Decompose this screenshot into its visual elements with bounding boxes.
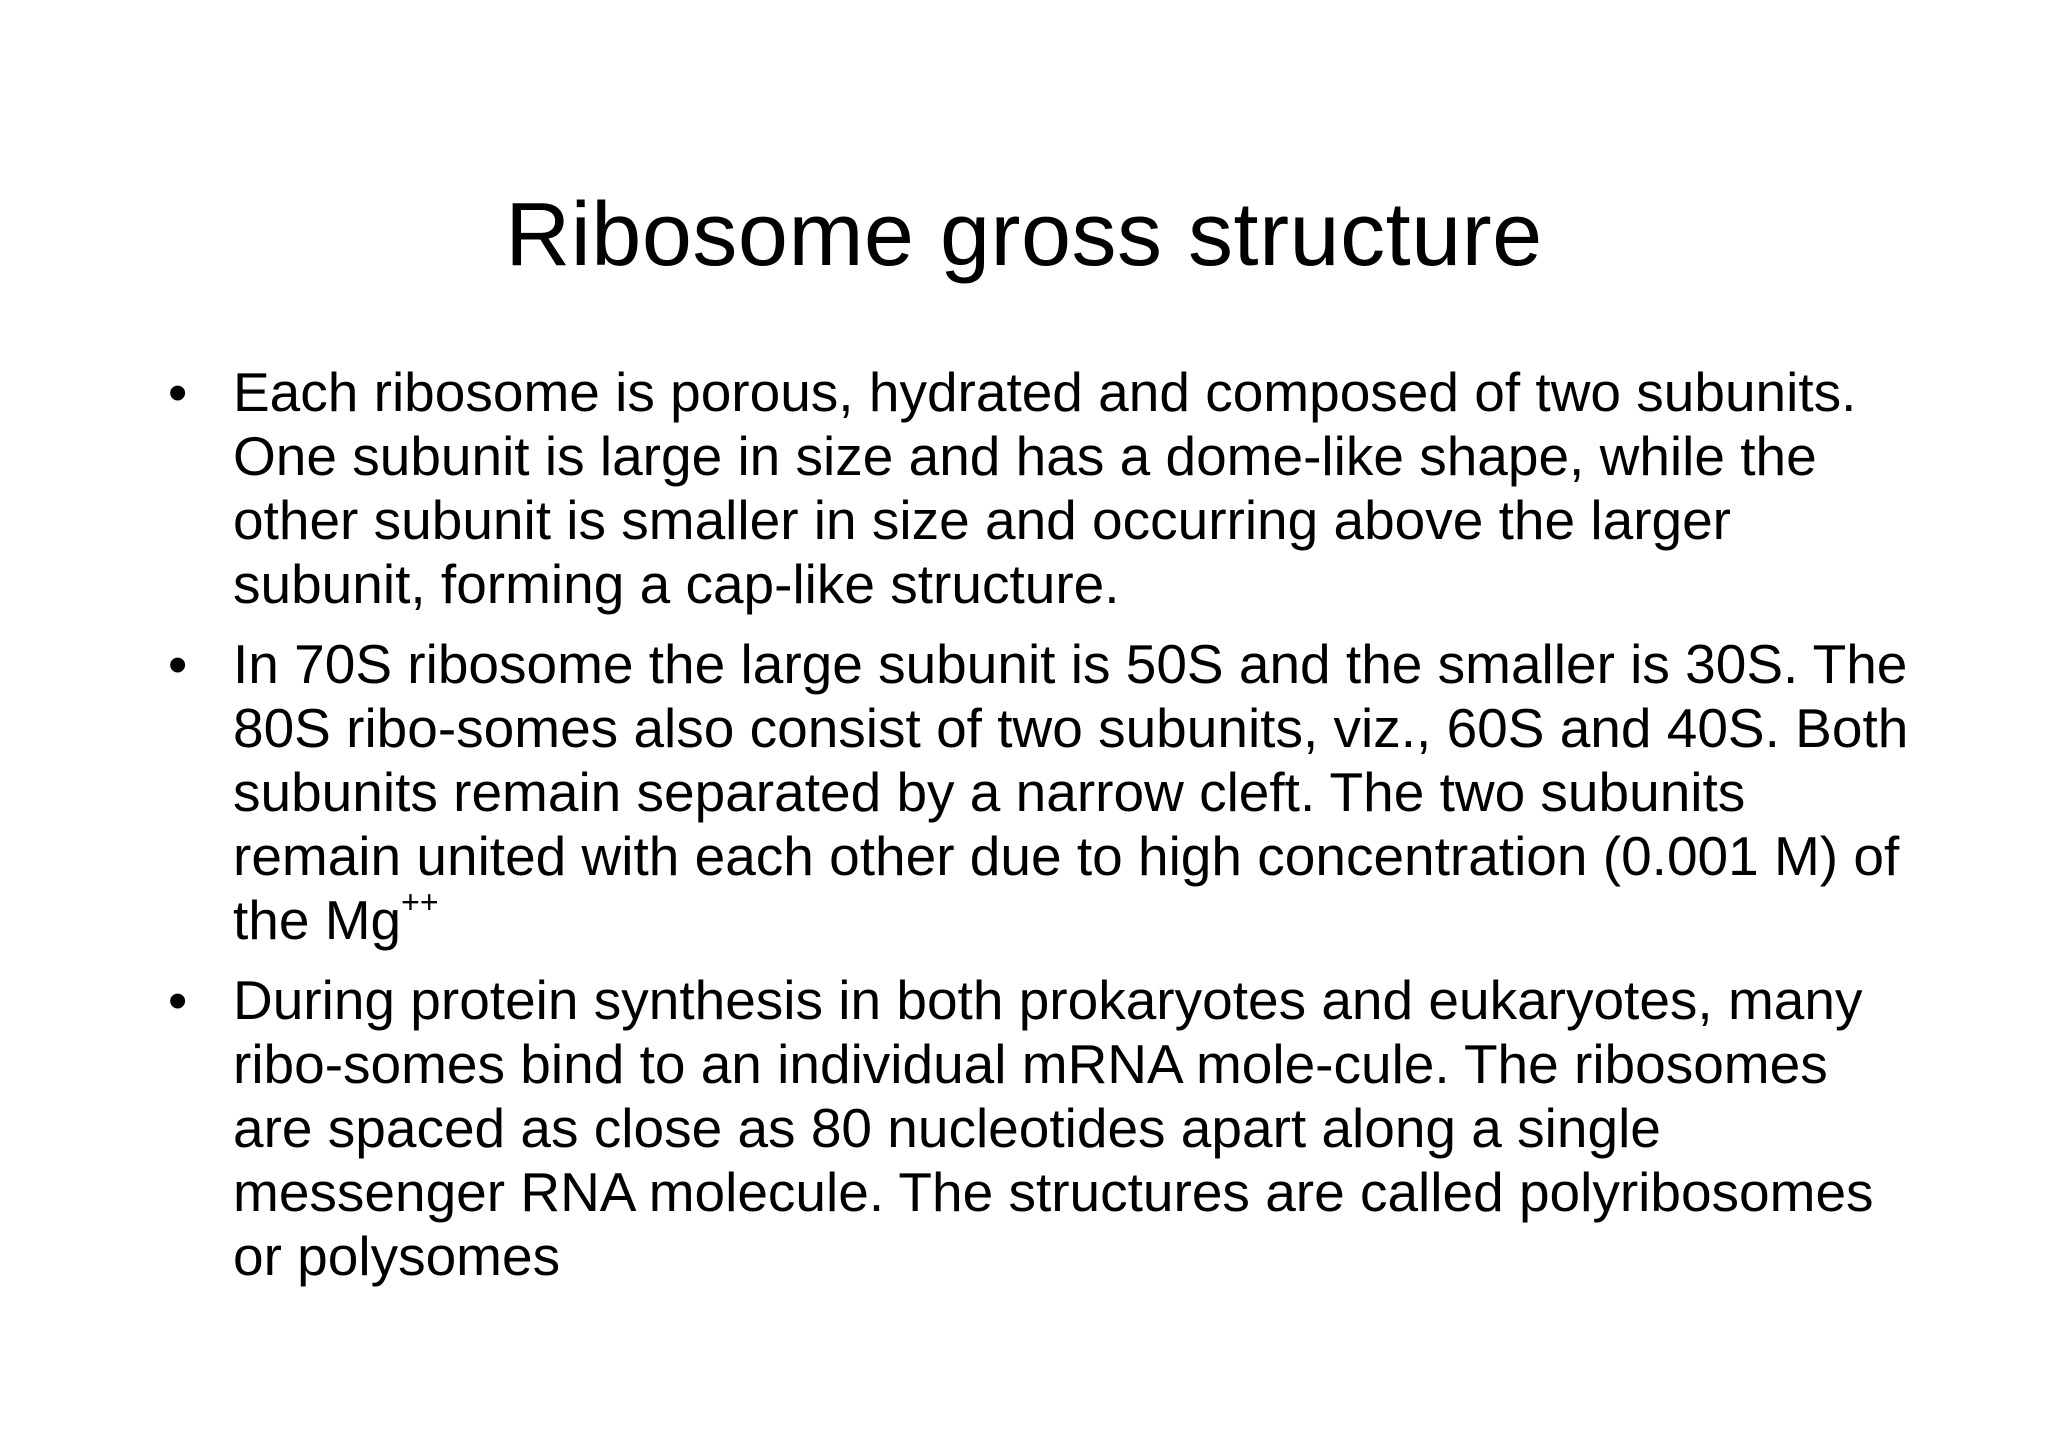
slide-title: Ribosome gross structure xyxy=(505,185,1543,285)
bullet-item-1 xyxy=(160,360,1920,616)
bullet-text: In 70S ribosome the large subunit is 50S and the smaller is 30S. The 80S ribo-somes also consist of two subunits, viz., 60S and 40S. Both subunits remain separated by a narrow cleft. The two subunits remain united with each other due to high concentration (0.001 M) of the Mg xyxy=(233,633,1909,951)
bullet-icon: • xyxy=(168,969,188,1031)
bullet-item-3 xyxy=(160,968,1920,1288)
bullet-icon: • xyxy=(168,633,188,695)
magnesium-charge-superscript: ++ xyxy=(401,884,439,920)
bullet-text: Each ribosome is porous, hydrated and composed of two subunits. One subunit is large in size and has a dome-like shape, while the other subunit is smaller in size and occurring above the larger subunit, forming a cap-like structure. xyxy=(233,361,1857,615)
bullet-icon: • xyxy=(168,361,188,423)
bullet-list xyxy=(160,360,1920,1304)
bullet-text: During protein synthesis in both prokaryotes and eukaryotes, many ribo-somes bind to an individual mRNA mole-cule. The ribosomes are spaced as close as 80 nucleotides apart along a single messenger RNA molecule. The structures are called polyribosomes or polysomes xyxy=(233,969,1874,1287)
bullet-item-2 xyxy=(160,632,1920,952)
